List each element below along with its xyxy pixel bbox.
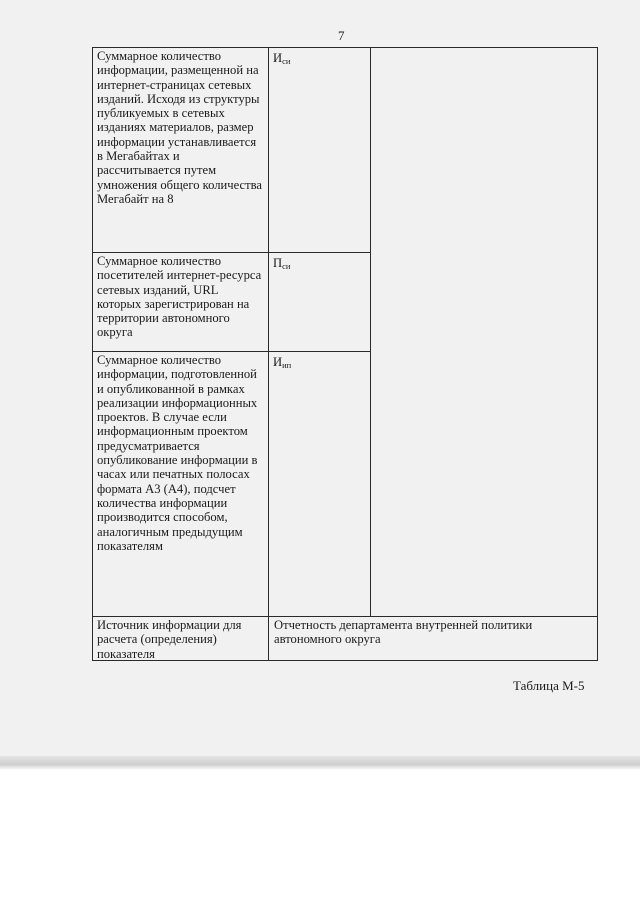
row-1-symbol-sub: си — [282, 56, 291, 66]
source-value: Отчетность департамента внутренней политики автономного округа — [274, 618, 533, 647]
row-1-description: Суммарное количество информации, размещенной на интернет-страницах сетевых изданий. Исходя из структуры публикуемых в сетевых изданиях материалов, размер информации устанавливается в Мегабайтах и рассчитывается путем умножения общего количества Мегабайт на 8 — [97, 49, 262, 206]
row-3-description: Суммарное количество информации, подготовленной и опубликованной в рамках реализации информационных проектов. В случае если информационным проектом предусматривается опубликование информации в часах или печатных полосах формата А3 (А4), подсчет количества информации производится способом, аналогичным предыдущим показателям — [97, 353, 258, 553]
row-2-symbol-sub: си — [282, 261, 291, 271]
source-label: Источник информации для расчета (определения) показателя — [97, 618, 242, 661]
row-3-symbol — [269, 352, 371, 616]
row-2-symbol-main: П — [273, 256, 283, 270]
row-1-symbol-main: И — [273, 51, 283, 65]
page-number: 7 — [338, 28, 345, 43]
indicator-table — [92, 47, 598, 661]
row-3-symbol-main: И — [273, 355, 283, 369]
scan-edge — [0, 756, 640, 770]
row-1-symbol — [269, 48, 371, 252]
table-caption: Таблица М-5 — [513, 678, 585, 693]
row-2-symbol — [269, 253, 371, 351]
row-3-symbol-sub: ип — [282, 360, 292, 370]
row-2-description: Суммарное количество посетителей интернет-ресурса сетевых изданий, URL которых зарегистрирован на территории автономного округа — [97, 254, 262, 340]
